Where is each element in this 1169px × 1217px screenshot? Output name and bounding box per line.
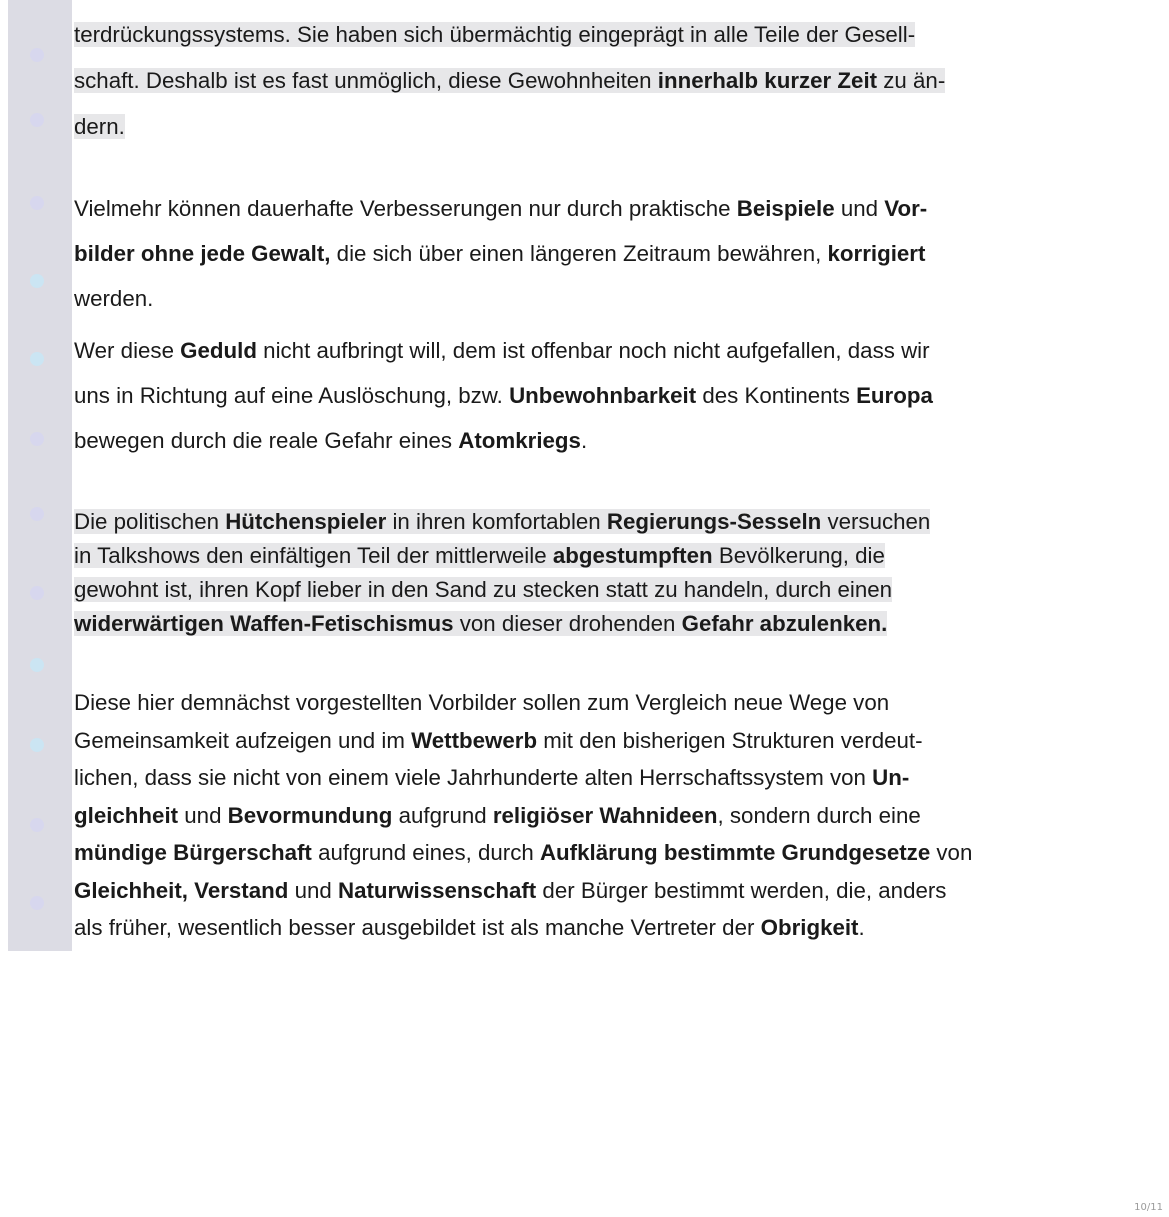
text-line: dern. <box>74 114 125 139</box>
paragraph-2 <box>74 186 1164 321</box>
emphasis: widerwärtigen Waffen-Fetischismus <box>74 611 454 636</box>
emphasis: abgestumpften <box>552 543 713 568</box>
text-line: lichen, dass sie nicht von einem viele Jahrhunderte alten Herrschaftssystem von Un- <box>74 765 910 790</box>
bullet-marker <box>30 432 44 446</box>
emphasis: Bevormundung <box>227 802 393 828</box>
emphasis: mündige Bürgerschaft <box>74 840 312 865</box>
text-line: Diese hier demnächst vorgestellten Vorbilder sollen zum Vergleich neue Wege von <box>74 690 890 715</box>
bullet-marker <box>30 586 44 600</box>
bullet-marker <box>30 196 44 210</box>
bullet-marker <box>30 507 44 521</box>
bullet-marker <box>30 818 44 832</box>
emphasis: Atomkriegs <box>458 428 581 453</box>
emphasis: Geduld <box>180 338 257 363</box>
emphasis: Europa <box>856 383 933 408</box>
text-line: bilder ohne jede Gewalt, die sich über einen längeren Zeitraum bewähren, korrigiert <box>74 241 926 266</box>
paragraph-5 <box>74 684 1164 947</box>
text-line: Vielmehr können dauerhafte Verbesserungen nur durch praktische Beispiele und Vor- <box>74 196 928 221</box>
bullet-marker <box>30 658 44 672</box>
text-line: werden. <box>74 286 154 311</box>
text-line: Die politischen Hütchenspieler in ihren komfortablen Regierungs-Sesseln versuchen <box>74 509 931 534</box>
text-line: als früher, wesentlich besser ausgebildet ist als manche Vertreter der Obrigkeit. <box>74 915 865 940</box>
emphasis: Hütchenspieler <box>225 509 387 534</box>
emphasis: innerhalb kurzer Zeit <box>657 68 878 93</box>
bullet-marker <box>30 274 44 288</box>
text-line: schaft. Deshalb ist es fast unmöglich, diese Gewohnheiten innerhalb kurzer Zeit zu än- <box>74 68 946 93</box>
text-line: gleichheit und Bevormundung aufgrund religiöser Wahnideen, sondern durch eine <box>74 802 921 828</box>
paragraph-4 <box>74 505 1164 641</box>
emphasis: gleichheit <box>74 802 179 828</box>
text-line: in Talkshows den einfältigen Teil der mittlerweile abgestumpften Bevölkerung, die <box>74 543 885 568</box>
margin-bar <box>8 0 72 951</box>
bullet-marker <box>30 48 44 62</box>
text-line: bewegen durch die reale Gefahr eines Atomkriegs. <box>74 428 588 453</box>
emphasis: Naturwissenschaft <box>337 877 537 903</box>
bullet-marker <box>30 113 44 127</box>
emphasis: Gefahr abzulenken. <box>681 611 888 636</box>
paragraph-1 <box>74 12 1164 150</box>
text-line: Gleichheit, Verstand und Naturwissenschaft der Bürger bestimmt werden, die, anders <box>74 877 947 903</box>
text-line: widerwärtigen Waffen-Fetischismus von dieser drohenden Gefahr abzulenken. <box>74 611 888 636</box>
emphasis: korrigiert <box>827 241 926 266</box>
paragraph-3 <box>74 328 1164 463</box>
text-line: uns in Richtung auf eine Auslöschung, bzw. Unbewohnbarkeit des Kontinents Europa <box>74 383 933 408</box>
emphasis: Regierungs-Sesseln <box>606 509 822 534</box>
text-line: Gemeinsamkeit aufzeigen und im Wettbewerb mit den bisherigen Strukturen verdeut- <box>74 727 923 753</box>
text-line: mündige Bürgerschaft aufgrund eines, durch Aufklärung bestimmte Grundgesetze von <box>74 840 973 865</box>
page-number: 10/11 <box>1134 1202 1163 1213</box>
emphasis: Obrigkeit <box>760 915 859 940</box>
bullet-marker <box>30 738 44 752</box>
emphasis: Beispiele <box>736 196 835 221</box>
emphasis: Aufklärung bestimmte Grundgesetze <box>539 840 931 865</box>
emphasis: Vor- <box>884 196 928 221</box>
emphasis: bilder ohne jede Gewalt, <box>74 241 331 266</box>
text-line: Wer diese Geduld nicht aufbringt will, dem ist offenbar noch nicht aufgefallen, dass wir <box>74 338 930 363</box>
emphasis: Unbewohnbarkeit <box>509 383 697 408</box>
bullet-marker <box>30 896 44 910</box>
emphasis: Gleichheit, Verstand <box>74 877 289 903</box>
text-line: terdrückungssystems. Sie haben sich übermächtig eingeprägt in alle Teile der Gesell- <box>74 22 916 47</box>
emphasis: religiöser Wahnideen <box>492 802 718 828</box>
text-line: gewohnt ist, ihren Kopf lieber in den Sand zu stecken statt zu handeln, durch einen <box>74 577 893 602</box>
emphasis: Un- <box>872 765 910 790</box>
bullet-marker <box>30 352 44 366</box>
emphasis: Wettbewerb <box>411 727 538 753</box>
